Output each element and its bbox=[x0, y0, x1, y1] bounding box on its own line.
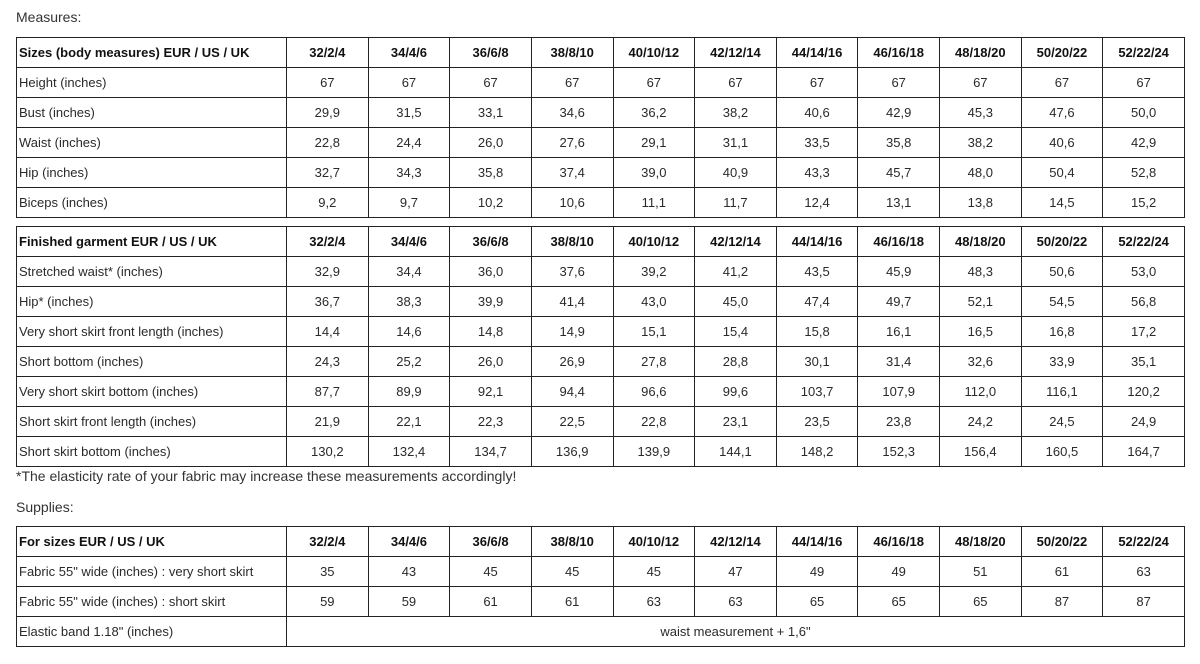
value-cell: 65 bbox=[940, 587, 1022, 617]
size-header: 48/18/20 bbox=[940, 227, 1022, 257]
value-cell: 35 bbox=[287, 557, 369, 587]
value-cell: 24,5 bbox=[1021, 407, 1103, 437]
row-label: Height (inches) bbox=[17, 68, 287, 98]
value-cell: 99,6 bbox=[695, 377, 777, 407]
table-row bbox=[17, 317, 1185, 347]
value-cell: 112,0 bbox=[940, 377, 1022, 407]
table-row bbox=[17, 128, 1185, 158]
value-cell: 50,0 bbox=[1103, 98, 1185, 128]
value-cell: 10,6 bbox=[531, 188, 613, 218]
value-cell: 65 bbox=[858, 587, 940, 617]
value-cell: 59 bbox=[368, 587, 450, 617]
value-cell: 52,1 bbox=[940, 287, 1022, 317]
size-header: 50/20/22 bbox=[1021, 38, 1103, 68]
value-cell: 26,0 bbox=[450, 128, 532, 158]
value-cell: 67 bbox=[1103, 68, 1185, 98]
value-cell: 15,1 bbox=[613, 317, 695, 347]
value-cell: 31,1 bbox=[695, 128, 777, 158]
row-label: Short skirt front length (inches) bbox=[17, 407, 287, 437]
row-label: Short skirt bottom (inches) bbox=[17, 437, 287, 467]
value-cell: 11,7 bbox=[695, 188, 777, 218]
value-cell: 67 bbox=[450, 68, 532, 98]
supplies-label: Supplies: bbox=[16, 499, 74, 515]
size-header: 50/20/22 bbox=[1021, 527, 1103, 557]
elastic-value: waist measurement + 1,6" bbox=[287, 617, 1185, 647]
value-cell: 49,7 bbox=[858, 287, 940, 317]
value-cell: 22,3 bbox=[450, 407, 532, 437]
table-header-row bbox=[17, 38, 1185, 68]
table-row bbox=[17, 587, 1185, 617]
value-cell: 16,1 bbox=[858, 317, 940, 347]
value-cell: 65 bbox=[776, 587, 858, 617]
value-cell: 156,4 bbox=[940, 437, 1022, 467]
value-cell: 32,7 bbox=[287, 158, 369, 188]
value-cell: 40,9 bbox=[695, 158, 777, 188]
value-cell: 16,8 bbox=[1021, 317, 1103, 347]
row-label: Very short skirt front length (inches) bbox=[17, 317, 287, 347]
row-label: Waist (inches) bbox=[17, 128, 287, 158]
finished-garment-table bbox=[16, 226, 1185, 467]
value-cell: 22,8 bbox=[613, 407, 695, 437]
value-cell: 67 bbox=[613, 68, 695, 98]
value-cell: 31,4 bbox=[858, 347, 940, 377]
row-label: Very short skirt bottom (inches) bbox=[17, 377, 287, 407]
value-cell: 164,7 bbox=[1103, 437, 1185, 467]
value-cell: 16,5 bbox=[940, 317, 1022, 347]
value-cell: 33,1 bbox=[450, 98, 532, 128]
value-cell: 15,8 bbox=[776, 317, 858, 347]
size-header: 44/14/16 bbox=[776, 527, 858, 557]
value-cell: 87 bbox=[1103, 587, 1185, 617]
value-cell: 130,2 bbox=[287, 437, 369, 467]
table-header-label: For sizes EUR / US / UK bbox=[17, 527, 287, 557]
value-cell: 34,6 bbox=[531, 98, 613, 128]
value-cell: 96,6 bbox=[613, 377, 695, 407]
value-cell: 23,8 bbox=[858, 407, 940, 437]
body-measures-table bbox=[16, 37, 1185, 218]
size-header: 48/18/20 bbox=[940, 38, 1022, 68]
value-cell: 40,6 bbox=[1021, 128, 1103, 158]
size-header: 36/6/8 bbox=[450, 527, 532, 557]
value-cell: 36,0 bbox=[450, 257, 532, 287]
value-cell: 34,4 bbox=[368, 257, 450, 287]
value-cell: 87,7 bbox=[287, 377, 369, 407]
value-cell: 41,2 bbox=[695, 257, 777, 287]
value-cell: 38,2 bbox=[940, 128, 1022, 158]
table-row bbox=[17, 557, 1185, 587]
value-cell: 30,1 bbox=[776, 347, 858, 377]
value-cell: 45,3 bbox=[940, 98, 1022, 128]
value-cell: 148,2 bbox=[776, 437, 858, 467]
size-header: 52/22/24 bbox=[1103, 38, 1185, 68]
value-cell: 47,4 bbox=[776, 287, 858, 317]
measures-label: Measures: bbox=[16, 9, 82, 25]
size-header: 32/2/4 bbox=[287, 527, 369, 557]
value-cell: 25,2 bbox=[368, 347, 450, 377]
value-cell: 48,3 bbox=[940, 257, 1022, 287]
value-cell: 11,1 bbox=[613, 188, 695, 218]
value-cell: 120,2 bbox=[1103, 377, 1185, 407]
value-cell: 43,3 bbox=[776, 158, 858, 188]
row-label: Elastic band 1.18" (inches) bbox=[17, 617, 287, 647]
size-header: 44/14/16 bbox=[776, 38, 858, 68]
value-cell: 61 bbox=[450, 587, 532, 617]
value-cell: 45 bbox=[531, 557, 613, 587]
value-cell: 39,2 bbox=[613, 257, 695, 287]
value-cell: 29,1 bbox=[613, 128, 695, 158]
table-row bbox=[17, 377, 1185, 407]
value-cell: 61 bbox=[531, 587, 613, 617]
value-cell: 35,8 bbox=[450, 158, 532, 188]
value-cell: 24,2 bbox=[940, 407, 1022, 437]
value-cell: 26,9 bbox=[531, 347, 613, 377]
value-cell: 144,1 bbox=[695, 437, 777, 467]
size-header: 50/20/22 bbox=[1021, 227, 1103, 257]
size-header: 38/8/10 bbox=[531, 227, 613, 257]
row-label: Fabric 55" wide (inches) : short skirt bbox=[17, 587, 287, 617]
value-cell: 51 bbox=[940, 557, 1022, 587]
value-cell: 39,9 bbox=[450, 287, 532, 317]
value-cell: 116,1 bbox=[1021, 377, 1103, 407]
value-cell: 47,6 bbox=[1021, 98, 1103, 128]
value-cell: 49 bbox=[858, 557, 940, 587]
size-header: 48/18/20 bbox=[940, 527, 1022, 557]
table-header-row bbox=[17, 527, 1185, 557]
size-header: 34/4/6 bbox=[368, 527, 450, 557]
value-cell: 56,8 bbox=[1103, 287, 1185, 317]
value-cell: 67 bbox=[695, 68, 777, 98]
value-cell: 53,0 bbox=[1103, 257, 1185, 287]
value-cell: 32,9 bbox=[287, 257, 369, 287]
value-cell: 37,4 bbox=[531, 158, 613, 188]
table-row bbox=[17, 287, 1185, 317]
value-cell: 42,9 bbox=[858, 98, 940, 128]
value-cell: 67 bbox=[858, 68, 940, 98]
value-cell: 45,0 bbox=[695, 287, 777, 317]
value-cell: 132,4 bbox=[368, 437, 450, 467]
size-header: 32/2/4 bbox=[287, 227, 369, 257]
size-header: 46/16/18 bbox=[858, 527, 940, 557]
size-header: 46/16/18 bbox=[858, 227, 940, 257]
value-cell: 67 bbox=[368, 68, 450, 98]
value-cell: 42,9 bbox=[1103, 128, 1185, 158]
row-label: Bust (inches) bbox=[17, 98, 287, 128]
value-cell: 50,6 bbox=[1021, 257, 1103, 287]
value-cell: 29,9 bbox=[287, 98, 369, 128]
size-header: 42/12/14 bbox=[695, 227, 777, 257]
row-label: Biceps (inches) bbox=[17, 188, 287, 218]
size-header: 46/16/18 bbox=[858, 38, 940, 68]
value-cell: 107,9 bbox=[858, 377, 940, 407]
table-row bbox=[17, 188, 1185, 218]
size-header: 36/6/8 bbox=[450, 38, 532, 68]
value-cell: 40,6 bbox=[776, 98, 858, 128]
value-cell: 45 bbox=[450, 557, 532, 587]
size-header: 42/12/14 bbox=[695, 527, 777, 557]
table-row bbox=[17, 257, 1185, 287]
value-cell: 14,8 bbox=[450, 317, 532, 347]
value-cell: 43,5 bbox=[776, 257, 858, 287]
value-cell: 14,9 bbox=[531, 317, 613, 347]
value-cell: 89,9 bbox=[368, 377, 450, 407]
value-cell: 41,4 bbox=[531, 287, 613, 317]
elastic-row bbox=[17, 617, 1185, 647]
value-cell: 63 bbox=[613, 587, 695, 617]
value-cell: 35,1 bbox=[1103, 347, 1185, 377]
value-cell: 61 bbox=[1021, 557, 1103, 587]
value-cell: 36,2 bbox=[613, 98, 695, 128]
value-cell: 139,9 bbox=[613, 437, 695, 467]
value-cell: 17,2 bbox=[1103, 317, 1185, 347]
value-cell: 67 bbox=[287, 68, 369, 98]
row-label: Fabric 55" wide (inches) : very short skirt bbox=[17, 557, 287, 587]
size-header: 40/10/12 bbox=[613, 227, 695, 257]
value-cell: 23,1 bbox=[695, 407, 777, 437]
size-header: 40/10/12 bbox=[613, 527, 695, 557]
size-header: 44/14/16 bbox=[776, 227, 858, 257]
value-cell: 28,8 bbox=[695, 347, 777, 377]
value-cell: 38,3 bbox=[368, 287, 450, 317]
value-cell: 49 bbox=[776, 557, 858, 587]
value-cell: 22,8 bbox=[287, 128, 369, 158]
size-header: 34/4/6 bbox=[368, 227, 450, 257]
value-cell: 39,0 bbox=[613, 158, 695, 188]
value-cell: 160,5 bbox=[1021, 437, 1103, 467]
value-cell: 38,2 bbox=[695, 98, 777, 128]
value-cell: 23,5 bbox=[776, 407, 858, 437]
value-cell: 87 bbox=[1021, 587, 1103, 617]
row-label: Hip (inches) bbox=[17, 158, 287, 188]
row-label: Stretched waist* (inches) bbox=[17, 257, 287, 287]
value-cell: 14,4 bbox=[287, 317, 369, 347]
table-row bbox=[17, 347, 1185, 377]
value-cell: 24,3 bbox=[287, 347, 369, 377]
supplies-table bbox=[16, 526, 1185, 647]
value-cell: 31,5 bbox=[368, 98, 450, 128]
value-cell: 33,5 bbox=[776, 128, 858, 158]
elasticity-footnote: *The elasticity rate of your fabric may increase these measurements accordingly! bbox=[16, 468, 517, 484]
table-row bbox=[17, 437, 1185, 467]
value-cell: 48,0 bbox=[940, 158, 1022, 188]
size-header: 32/2/4 bbox=[287, 38, 369, 68]
value-cell: 14,5 bbox=[1021, 188, 1103, 218]
value-cell: 27,6 bbox=[531, 128, 613, 158]
row-label: Hip* (inches) bbox=[17, 287, 287, 317]
value-cell: 45,7 bbox=[858, 158, 940, 188]
value-cell: 54,5 bbox=[1021, 287, 1103, 317]
row-label: Short bottom (inches) bbox=[17, 347, 287, 377]
size-header: 52/22/24 bbox=[1103, 227, 1185, 257]
value-cell: 45 bbox=[613, 557, 695, 587]
value-cell: 35,8 bbox=[858, 128, 940, 158]
value-cell: 10,2 bbox=[450, 188, 532, 218]
value-cell: 67 bbox=[531, 68, 613, 98]
table-row bbox=[17, 158, 1185, 188]
table-row bbox=[17, 68, 1185, 98]
value-cell: 94,4 bbox=[531, 377, 613, 407]
value-cell: 22,5 bbox=[531, 407, 613, 437]
value-cell: 9,2 bbox=[287, 188, 369, 218]
table-header-row bbox=[17, 227, 1185, 257]
size-header: 42/12/14 bbox=[695, 38, 777, 68]
table-row bbox=[17, 98, 1185, 128]
size-header: 36/6/8 bbox=[450, 227, 532, 257]
value-cell: 12,4 bbox=[776, 188, 858, 218]
value-cell: 9,7 bbox=[368, 188, 450, 218]
value-cell: 26,0 bbox=[450, 347, 532, 377]
value-cell: 34,3 bbox=[368, 158, 450, 188]
value-cell: 37,6 bbox=[531, 257, 613, 287]
value-cell: 63 bbox=[1103, 557, 1185, 587]
value-cell: 21,9 bbox=[287, 407, 369, 437]
value-cell: 36,7 bbox=[287, 287, 369, 317]
value-cell: 32,6 bbox=[940, 347, 1022, 377]
value-cell: 15,2 bbox=[1103, 188, 1185, 218]
value-cell: 13,8 bbox=[940, 188, 1022, 218]
value-cell: 27,8 bbox=[613, 347, 695, 377]
value-cell: 47 bbox=[695, 557, 777, 587]
value-cell: 152,3 bbox=[858, 437, 940, 467]
value-cell: 59 bbox=[287, 587, 369, 617]
value-cell: 24,9 bbox=[1103, 407, 1185, 437]
value-cell: 43,0 bbox=[613, 287, 695, 317]
value-cell: 103,7 bbox=[776, 377, 858, 407]
value-cell: 50,4 bbox=[1021, 158, 1103, 188]
size-header: 40/10/12 bbox=[613, 38, 695, 68]
table-header-label: Sizes (body measures) EUR / US / UK bbox=[17, 38, 287, 68]
size-header: 38/8/10 bbox=[531, 38, 613, 68]
table-header-label: Finished garment EUR / US / UK bbox=[17, 227, 287, 257]
value-cell: 67 bbox=[940, 68, 1022, 98]
value-cell: 14,6 bbox=[368, 317, 450, 347]
value-cell: 45,9 bbox=[858, 257, 940, 287]
value-cell: 63 bbox=[695, 587, 777, 617]
value-cell: 43 bbox=[368, 557, 450, 587]
value-cell: 67 bbox=[776, 68, 858, 98]
size-header: 38/8/10 bbox=[531, 527, 613, 557]
value-cell: 24,4 bbox=[368, 128, 450, 158]
value-cell: 52,8 bbox=[1103, 158, 1185, 188]
value-cell: 67 bbox=[1021, 68, 1103, 98]
table-row bbox=[17, 407, 1185, 437]
size-header: 52/22/24 bbox=[1103, 527, 1185, 557]
value-cell: 134,7 bbox=[450, 437, 532, 467]
value-cell: 15,4 bbox=[695, 317, 777, 347]
value-cell: 22,1 bbox=[368, 407, 450, 437]
size-header: 34/4/6 bbox=[368, 38, 450, 68]
value-cell: 136,9 bbox=[531, 437, 613, 467]
value-cell: 33,9 bbox=[1021, 347, 1103, 377]
value-cell: 92,1 bbox=[450, 377, 532, 407]
value-cell: 13,1 bbox=[858, 188, 940, 218]
